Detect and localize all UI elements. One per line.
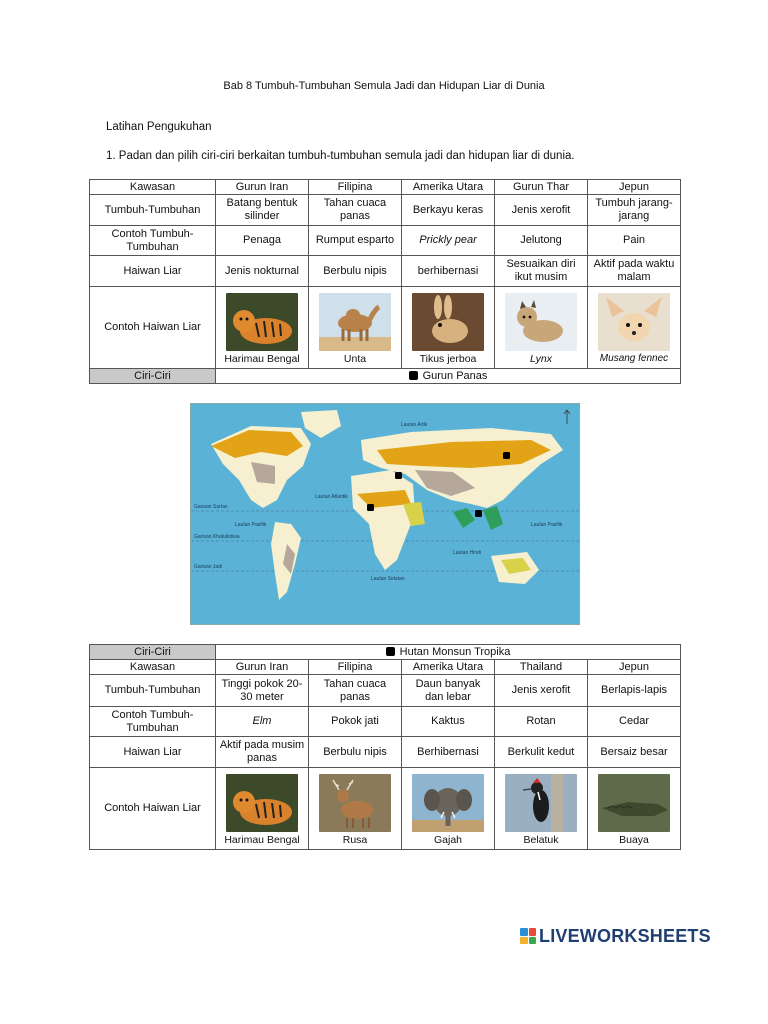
table-cell[interactable]: Batang bentuk silinder [216,195,309,226]
table-cell[interactable]: Jelutong [495,226,588,256]
camel-image [319,293,391,351]
animal-cell[interactable] [495,768,588,850]
animal-cell[interactable] [309,768,402,850]
ciri-value-cell[interactable] [216,369,681,384]
logo-text: LIVEWORKSHEETS [539,925,711,946]
animal-caption: Unta [343,353,367,365]
ciri-value-cell[interactable] [216,645,681,660]
animal-caption: Harimau Bengal [224,353,300,365]
header-cell: Thailand [495,660,588,675]
table-header-row [90,180,681,195]
ciri-value: Hutan Monsun Tropika [399,645,511,658]
table-cell[interactable]: Bersaiz besar [588,737,681,768]
animal-caption: Belatuk [523,834,559,846]
ciri-label: Ciri-Ciri [90,645,216,660]
instruction-text: 1. Padan dan pilih ciri-ciri berkaitan tumbuh-tumbuhan semula jadi dan hidupan liar di dunia. [106,150,575,162]
elephant-image [412,774,484,832]
table-cell[interactable]: Aktif pada musim panas [216,737,309,768]
black-square-icon [409,371,418,380]
animal-caption: Tikus jerboa [419,353,477,365]
table-cell[interactable]: Berkulit kedut [495,737,588,768]
table-cell[interactable]: Prickly pear [402,226,495,256]
table-row-animals [90,287,681,369]
header-cell: Filipina [309,660,402,675]
map-label: Lautan Atlantik [315,494,348,500]
header-cell: Gurun Thar [495,180,588,195]
map-label: Lautan Hindi [453,550,482,556]
header-cell: Jepun [588,180,681,195]
table-cell[interactable]: Sesuaikan diri ikut musim [495,256,588,287]
row-label: Contoh Tumbuh-Tumbuhan [90,226,216,256]
row-label: Tumbuh-Tumbuhan [90,675,216,707]
table-row [90,737,681,768]
tiger-image [226,774,298,832]
animal-caption: Harimau Bengal [224,834,300,846]
row-label: Haiwan Liar [90,737,216,768]
header-cell: Kawasan [90,180,216,195]
table-gurun-panas [89,179,681,384]
header-cell: Kawasan [90,660,216,675]
animal-cell[interactable] [216,768,309,850]
row-label: Haiwan Liar [90,256,216,287]
table-cell[interactable]: Penaga [216,226,309,256]
animal-caption: Musang fennec [599,353,669,364]
ciri-row [90,369,681,384]
map-label: Lautan Pasifik [235,522,267,528]
table-row [90,195,681,226]
woodpecker-image [505,774,577,832]
table-row-animals [90,768,681,850]
table-cell[interactable]: Pain [588,226,681,256]
lynx-image [505,293,577,351]
animal-cell[interactable] [402,287,495,369]
animal-cell[interactable] [216,287,309,369]
table-cell[interactable]: Berbulu nipis [309,737,402,768]
ciri-row [90,645,681,660]
animal-caption: Rusa [342,834,368,846]
page-title: Bab 8 Tumbuh-Tumbuhan Semula Jadi dan Hidupan Liar di Dunia [223,80,545,92]
table-cell[interactable]: Tinggi pokok 20-30 meter [216,675,309,707]
animal-cell[interactable] [588,287,681,369]
animal-caption: Lynx [530,353,552,365]
row-label: Tumbuh-Tumbuhan [90,195,216,226]
table-cell[interactable]: Berlapis-lapis [588,675,681,707]
black-square-icon [386,647,395,656]
table-header-row [90,660,681,675]
table-cell[interactable]: Tumbuh jarang-jarang [588,195,681,226]
table-hutan-monsun [89,644,681,850]
table-cell[interactable]: Aktif pada waktu malam [588,256,681,287]
jerboa-image [412,293,484,351]
animal-cell[interactable] [588,768,681,850]
ciri-label: Ciri-Ciri [90,369,216,384]
table-cell[interactable]: Berkayu keras [402,195,495,226]
map-label: Lautan Pasifik [531,522,563,528]
animal-caption: Buaya [619,834,649,846]
table-cell[interactable]: Kaktus [402,707,495,737]
animal-cell[interactable] [309,287,402,369]
header-cell: Amerika Utara [402,660,495,675]
row-label: Contoh Haiwan Liar [90,768,216,850]
table-cell[interactable]: Cedar [588,707,681,737]
table-cell[interactable]: Pokok jati [309,707,402,737]
section-subtitle: Latihan Pengukuhan [106,121,212,133]
table-row [90,707,681,737]
map-label: Lautan Selatan [371,576,405,582]
table-cell[interactable]: Jenis xerofit [495,675,588,707]
header-cell: Amerika Utara [402,180,495,195]
table-row [90,256,681,287]
map-label: Garisan Khatulistiwa [194,534,240,540]
header-cell: Gurun Iran [216,660,309,675]
liveworksheets-logo[interactable] [520,925,711,947]
table-cell[interactable]: Rotan [495,707,588,737]
table-cell[interactable]: Tahan cuaca panas [309,675,402,707]
logo-mark-icon [520,928,536,944]
animal-caption: Gajah [433,834,463,846]
map-label: Lautan Artik [401,422,428,428]
row-label: Contoh Haiwan Liar [90,287,216,369]
world-map [190,403,580,625]
table-row [90,226,681,256]
animal-cell[interactable] [495,287,588,369]
crocodile-image [598,774,670,832]
map-label: Garisan Jadi [194,564,223,570]
header-cell: Gurun Iran [216,180,309,195]
table-cell[interactable]: Rumput esparto [309,226,402,256]
animal-cell[interactable] [402,768,495,850]
table-cell[interactable]: Berbulu nipis [309,256,402,287]
tiger-image [226,293,298,351]
table-cell[interactable]: Elm [216,707,309,737]
table-cell[interactable]: Daun banyak dan lebar [402,675,495,707]
table-cell[interactable]: Tahan cuaca panas [309,195,402,226]
header-cell: Filipina [309,180,402,195]
table-cell[interactable]: Jenis nokturnal [216,256,309,287]
ciri-value: Gurun Panas [422,369,488,382]
row-label: Contoh Tumbuh-Tumbuhan [90,707,216,737]
map-label: Garisan Sartan [194,504,228,510]
table-cell[interactable]: Berhibernasi [402,737,495,768]
table-cell[interactable]: Jenis xerofit [495,195,588,226]
deer-image [319,774,391,832]
fennec-image [598,293,670,351]
table-row [90,675,681,707]
table-cell[interactable]: berhibernasi [402,256,495,287]
header-cell: Jepun [588,660,681,675]
